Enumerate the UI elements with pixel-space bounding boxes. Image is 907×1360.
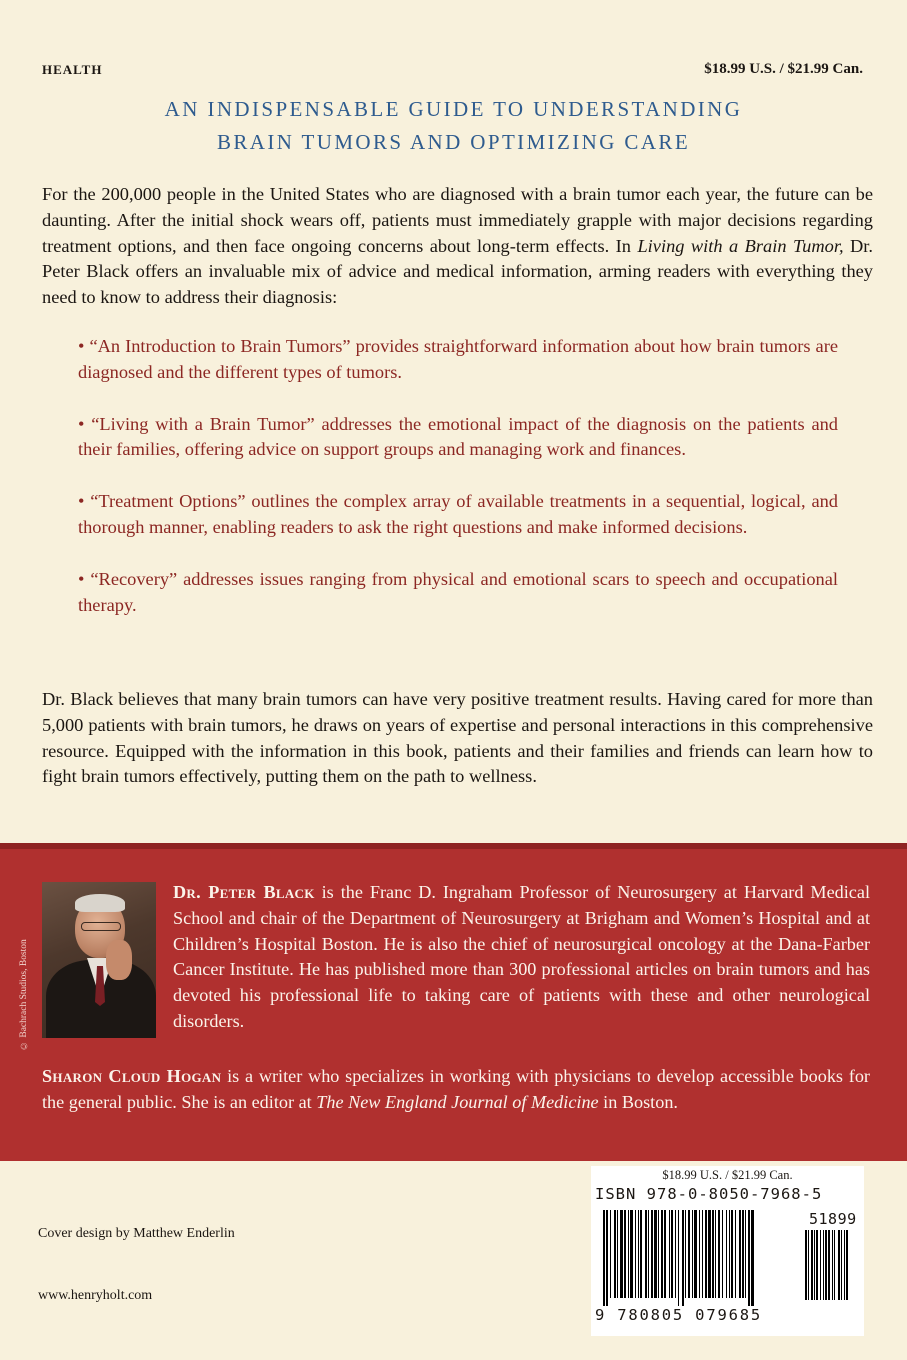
coauthor-bio-text-2: in Boston. (598, 1091, 678, 1112)
bullet-item: • “Treatment Options” outlines the complex array of available treatments in a sequential, logical, and thorough manner, enabling readers to ask the right questions and make informed decisions. (78, 491, 838, 537)
headline-line-1: AN INDISPENSABLE GUIDE TO UNDERSTANDING (164, 97, 743, 121)
bullet-item: • “An Introduction to Brain Tumors” provides straightforward information about how brain tumors are diagnosed and the different types of tumors. (78, 336, 838, 382)
book-title: Living with a Brain Tumor, (637, 235, 844, 256)
barcode-price: $18.99 U.S. / $21.99 Can. (662, 1168, 793, 1182)
bullet-item: • “Recovery” addresses issues ranging from physical and emotional scars to speech and occupational therapy. (78, 568, 838, 615)
cover-design-credit: Cover design by Matthew Enderlin (38, 1226, 235, 1241)
publisher-website: www.henryholt.com (38, 1288, 153, 1303)
bullet-item: • “Living with a Brain Tumor” addresses the emotional impact of the diagnosis on the patients and their families, offering advice on support groups and managing work and finances. (78, 413, 838, 460)
intro-paragraph (42, 182, 873, 311)
category-label: HEALTH (42, 62, 103, 77)
bullet-list (78, 334, 838, 644)
author-bio-text: is the Franc D. Ingraham Professor of Neurosurgery at Harvard Medical School and chair of the Department of Neurosurgery at Brigham and Women’s Hospital and at Children’s Hospital Boston. He is also the chief of neurosurgical oncology at the Dana-Farber Cancer Institute. He has published more than 300 professional articles on brain tumors and has devoted his professional life to taking care of patients with these and other neurological disorders. (173, 882, 870, 1031)
addon-barcode (805, 1230, 861, 1308)
ean-barcode (603, 1210, 799, 1310)
author-photo (42, 882, 156, 1038)
barcode-addon-number: 51899 (809, 1210, 857, 1228)
journal-title: The New England Journal of Medicine (316, 1091, 599, 1112)
author-name: Dr. Peter Black (173, 882, 315, 902)
coauthor-bio (42, 1064, 870, 1116)
intro-text-2: Dr. Peter Black offers an invaluable mix of advice and medical information, arming readers with everything they need to know to address their diagnosis: (42, 235, 874, 308)
barcode-number: 9 780805 079685 (595, 1306, 762, 1324)
headline-line-2: BRAIN TUMORS AND OPTIMIZING CARE (216, 130, 691, 154)
price-label: $18.99 U.S. / $21.99 Can. (704, 61, 863, 77)
intro-text-1: For the 200,000 people in the United States who are diagnosed with a brain tumor each year, the future can be daunting. After the initial shock wears off, patients must immediately grapple with major decisions regarding treatment options, and then face ongoing concerns about long-term effects. In (42, 184, 873, 256)
author-bio (173, 880, 870, 1035)
closing-paragraph: Dr. Black believes that many brain tumors can have very positive treatment results. Having cared for more than 5,000 patients with brain tumors, he draws on years of expertise and personal interactions in this comprehensive resource. Equipped with the information in this book, patients and their families and friends can learn how to fight brain tumors effectively, putting them on the path to wellness. (42, 689, 873, 787)
barcode-box (591, 1166, 864, 1336)
photo-credit: © Bachrach Studios, Boston (19, 939, 29, 1050)
coauthor-name: Sharon Cloud Hogan (42, 1066, 222, 1086)
coauthor-bio-text-1: is a writer who specializes in working with physicians to develop accessible books for the general public. She is an editor at (42, 1066, 870, 1112)
isbn-label: ISBN 978-0-8050-7968-5 (595, 1185, 823, 1203)
headline (0, 93, 907, 159)
